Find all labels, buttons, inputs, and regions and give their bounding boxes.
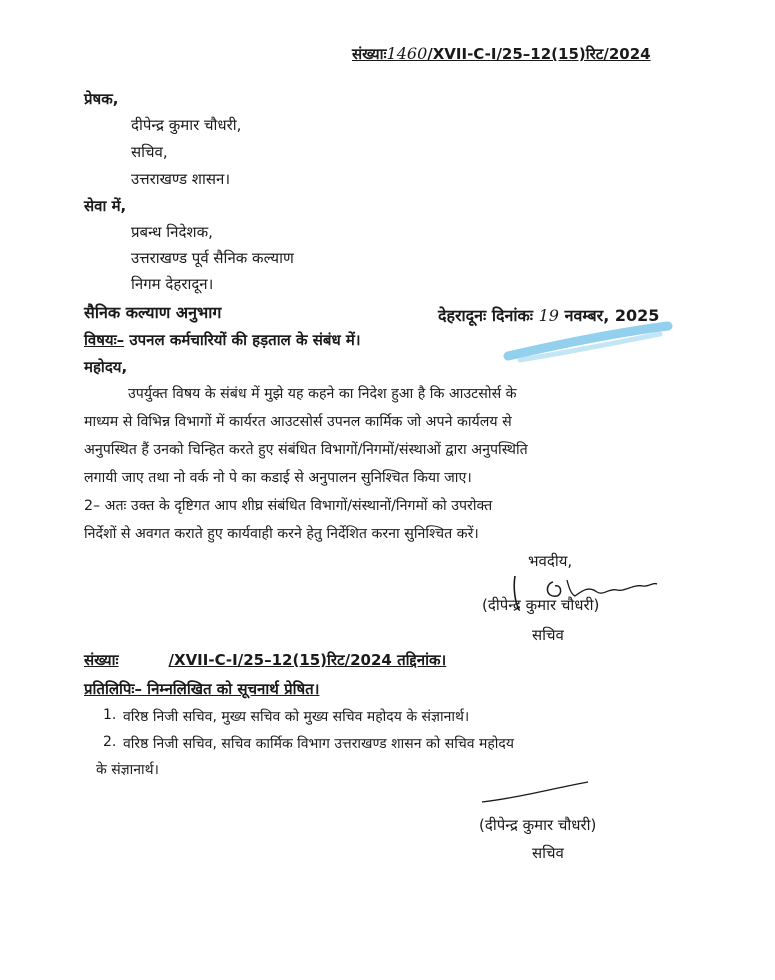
handwritten-signature-stroke xyxy=(476,778,596,808)
section-name: सैनिक कल्याण अनुभाग xyxy=(84,303,222,322)
reference-label: संख्याः xyxy=(352,45,387,63)
subject-line xyxy=(84,330,361,350)
copy-reference-suffix: /XVII-C-I/25–12(15)रिट/2024 तद्दिनांक। xyxy=(168,651,447,669)
subject-text: उपनल कर्मचारियों की हड़ताल के संबंध में। xyxy=(129,331,361,349)
body-line: माध्यम से विभिन्न विभागों में कार्यरत आउटसोर्स उपनल कार्मिक जो अपने कार्यलय से xyxy=(84,414,512,430)
recipient-heading: सेवा में, xyxy=(84,197,127,215)
copy-reference xyxy=(84,650,446,670)
month-year: नवम्बर, 2025 xyxy=(564,306,660,325)
copy-item-text: वरिष्ठ निजी सचिव, सचिव कार्मिक विभाग उत्तराखण्ड शासन को सचिव महोदय xyxy=(123,736,514,752)
reference-suffix: /XVII-C-I/25–12(15)रिट/2024 xyxy=(427,45,651,63)
recipient-line-3: निगम देहरादून। xyxy=(131,275,214,293)
sender-heading: प्रेषक, xyxy=(84,90,119,108)
body-line: निर्देशों से अवगत कराते हुए कार्यवाही करने हेतु निर्देशित करना सुनिश्चित करें। xyxy=(84,526,479,542)
sender-name: दीपेन्द्र कुमार चौधरी, xyxy=(131,116,242,134)
copy-item-text: वरिष्ठ निजी सचिव, मुख्य सचिव को मुख्य सचिव महोदय के संज्ञानार्थ। xyxy=(123,709,470,725)
signatory-designation: सचिव xyxy=(532,626,564,644)
sender-office: उत्तराखण्ड शासन। xyxy=(131,170,231,188)
recipient-line-2: उत्तराखण्ड पूर्व सैनिक कल्याण xyxy=(131,249,294,267)
body-line: 2– अतः उक्त के दृष्टिगत आप शीघ्र संबंधित विभागों/संस्थानों/निगमों को उपरोक्त xyxy=(84,498,493,514)
handwritten-day: 19 xyxy=(538,306,559,325)
recipient-line-1: प्रबन्ध निदेशक, xyxy=(131,223,213,241)
copy-heading: प्रतिलिपिः– निम्नलिखित को सूचनार्थ प्रेषित। xyxy=(84,680,320,698)
body-line: लगायी जाए तथा नो वर्क नो पे का कडाई से अनुपालन सुनिश्चित किया जाए। xyxy=(84,470,472,486)
place-date-label: देहरादूनः दिनांकः xyxy=(438,306,534,325)
highlight-marker-stroke xyxy=(500,318,680,368)
closing: भवदीय, xyxy=(528,552,573,570)
copy-item-number: 2. xyxy=(103,734,117,750)
copy-signatory-name: (दीपेन्द्र कुमार चौधरी) xyxy=(479,816,597,834)
handwritten-letter-number: 1460 xyxy=(386,44,428,63)
copy-reference-label: संख्याः xyxy=(84,651,119,669)
reference-number xyxy=(352,44,651,64)
sender-designation: सचिव, xyxy=(131,143,168,161)
subject-label: विषयः– xyxy=(84,331,125,349)
salutation: महोदय, xyxy=(84,358,128,376)
copy-signatory-designation: सचिव xyxy=(532,844,564,862)
copy-item-number: 1. xyxy=(103,707,117,723)
body-line: उपर्युक्त विषय के संबंध में मुझे यह कहने का निदेश हुआ है कि आउटसोर्स के xyxy=(128,386,517,402)
copy-item-text-continued: के संज्ञानार्थ। xyxy=(96,762,159,778)
body-line: अनुपस्थित हैं उनको चिन्हित करते हुए संबंधित विभागों/निगमों/संस्थाओं द्वारा अनुपस्थिति xyxy=(84,442,528,458)
signatory-name: (दीपेन्द्र कुमार चौधरी) xyxy=(482,596,600,614)
